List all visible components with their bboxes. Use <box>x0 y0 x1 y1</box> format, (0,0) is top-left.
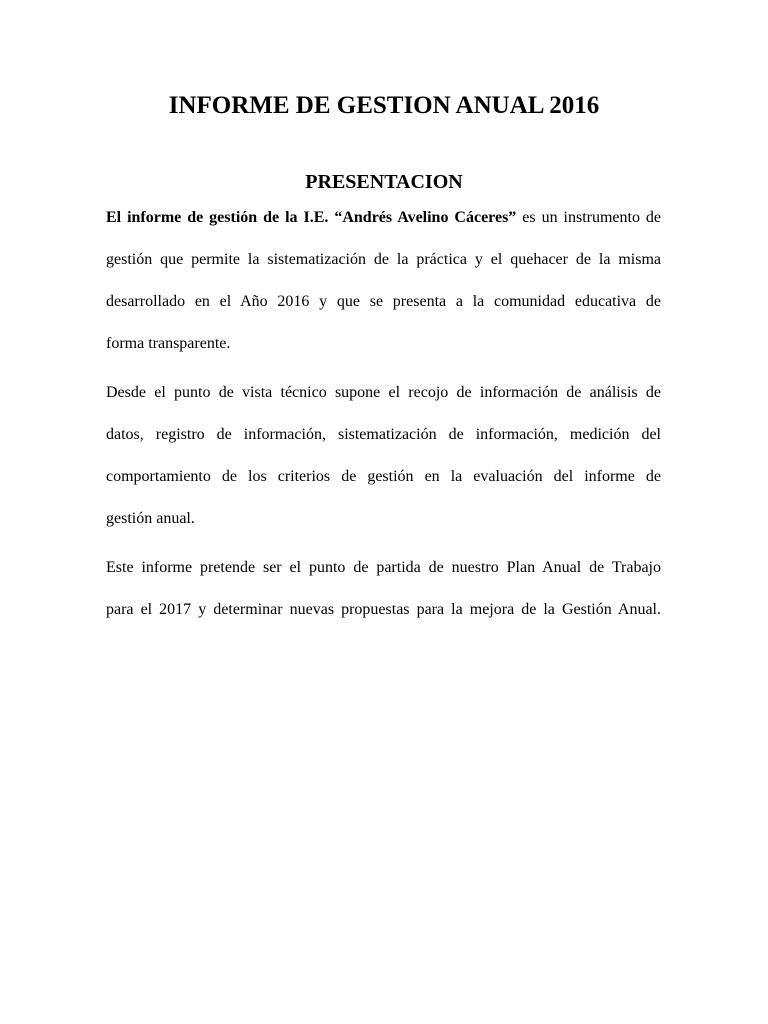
paragraph-line: forma transparente. <box>106 335 231 352</box>
paragraph-line: para el 2017 y determinar nuevas propuestas para la mejora de la Gestión Anual. <box>106 601 661 618</box>
paragraph-line: Desde el punto de vista técnico supone el recojo de información de análisis de <box>106 384 661 401</box>
paragraph-line: datos, registro de información, sistematización de información, medición del <box>106 426 661 443</box>
document-title: INFORME DE GESTION ANUAL 2016 <box>168 92 600 119</box>
paragraph-presentation <box>106 197 661 365</box>
paragraph-line: comportamiento de los criterios de gestión en la evaluación del informe de <box>106 468 661 485</box>
paragraph-line: desarrollado en el Año 2016 y que se presenta a la comunidad educativa de <box>106 293 661 310</box>
paragraph-technical <box>106 372 661 540</box>
paragraph-purpose <box>106 547 661 631</box>
document-body <box>106 197 661 631</box>
institution-lead-text: El informe de gestión de la I.E. “Andrés Avelino Cáceres” <box>106 209 517 226</box>
paragraph-line: gestión que permite la sistematización de la práctica y el quehacer de la misma <box>106 251 661 268</box>
paragraph-line: gestión anual. <box>106 510 195 527</box>
section-heading: PRESENTACION <box>305 171 463 193</box>
paragraph-line <box>106 197 661 239</box>
paragraph-line: Este informe pretende ser el punto de partida de nuestro Plan Anual de Trabajo <box>106 559 661 576</box>
line-text: es un instrumento de <box>522 209 662 226</box>
